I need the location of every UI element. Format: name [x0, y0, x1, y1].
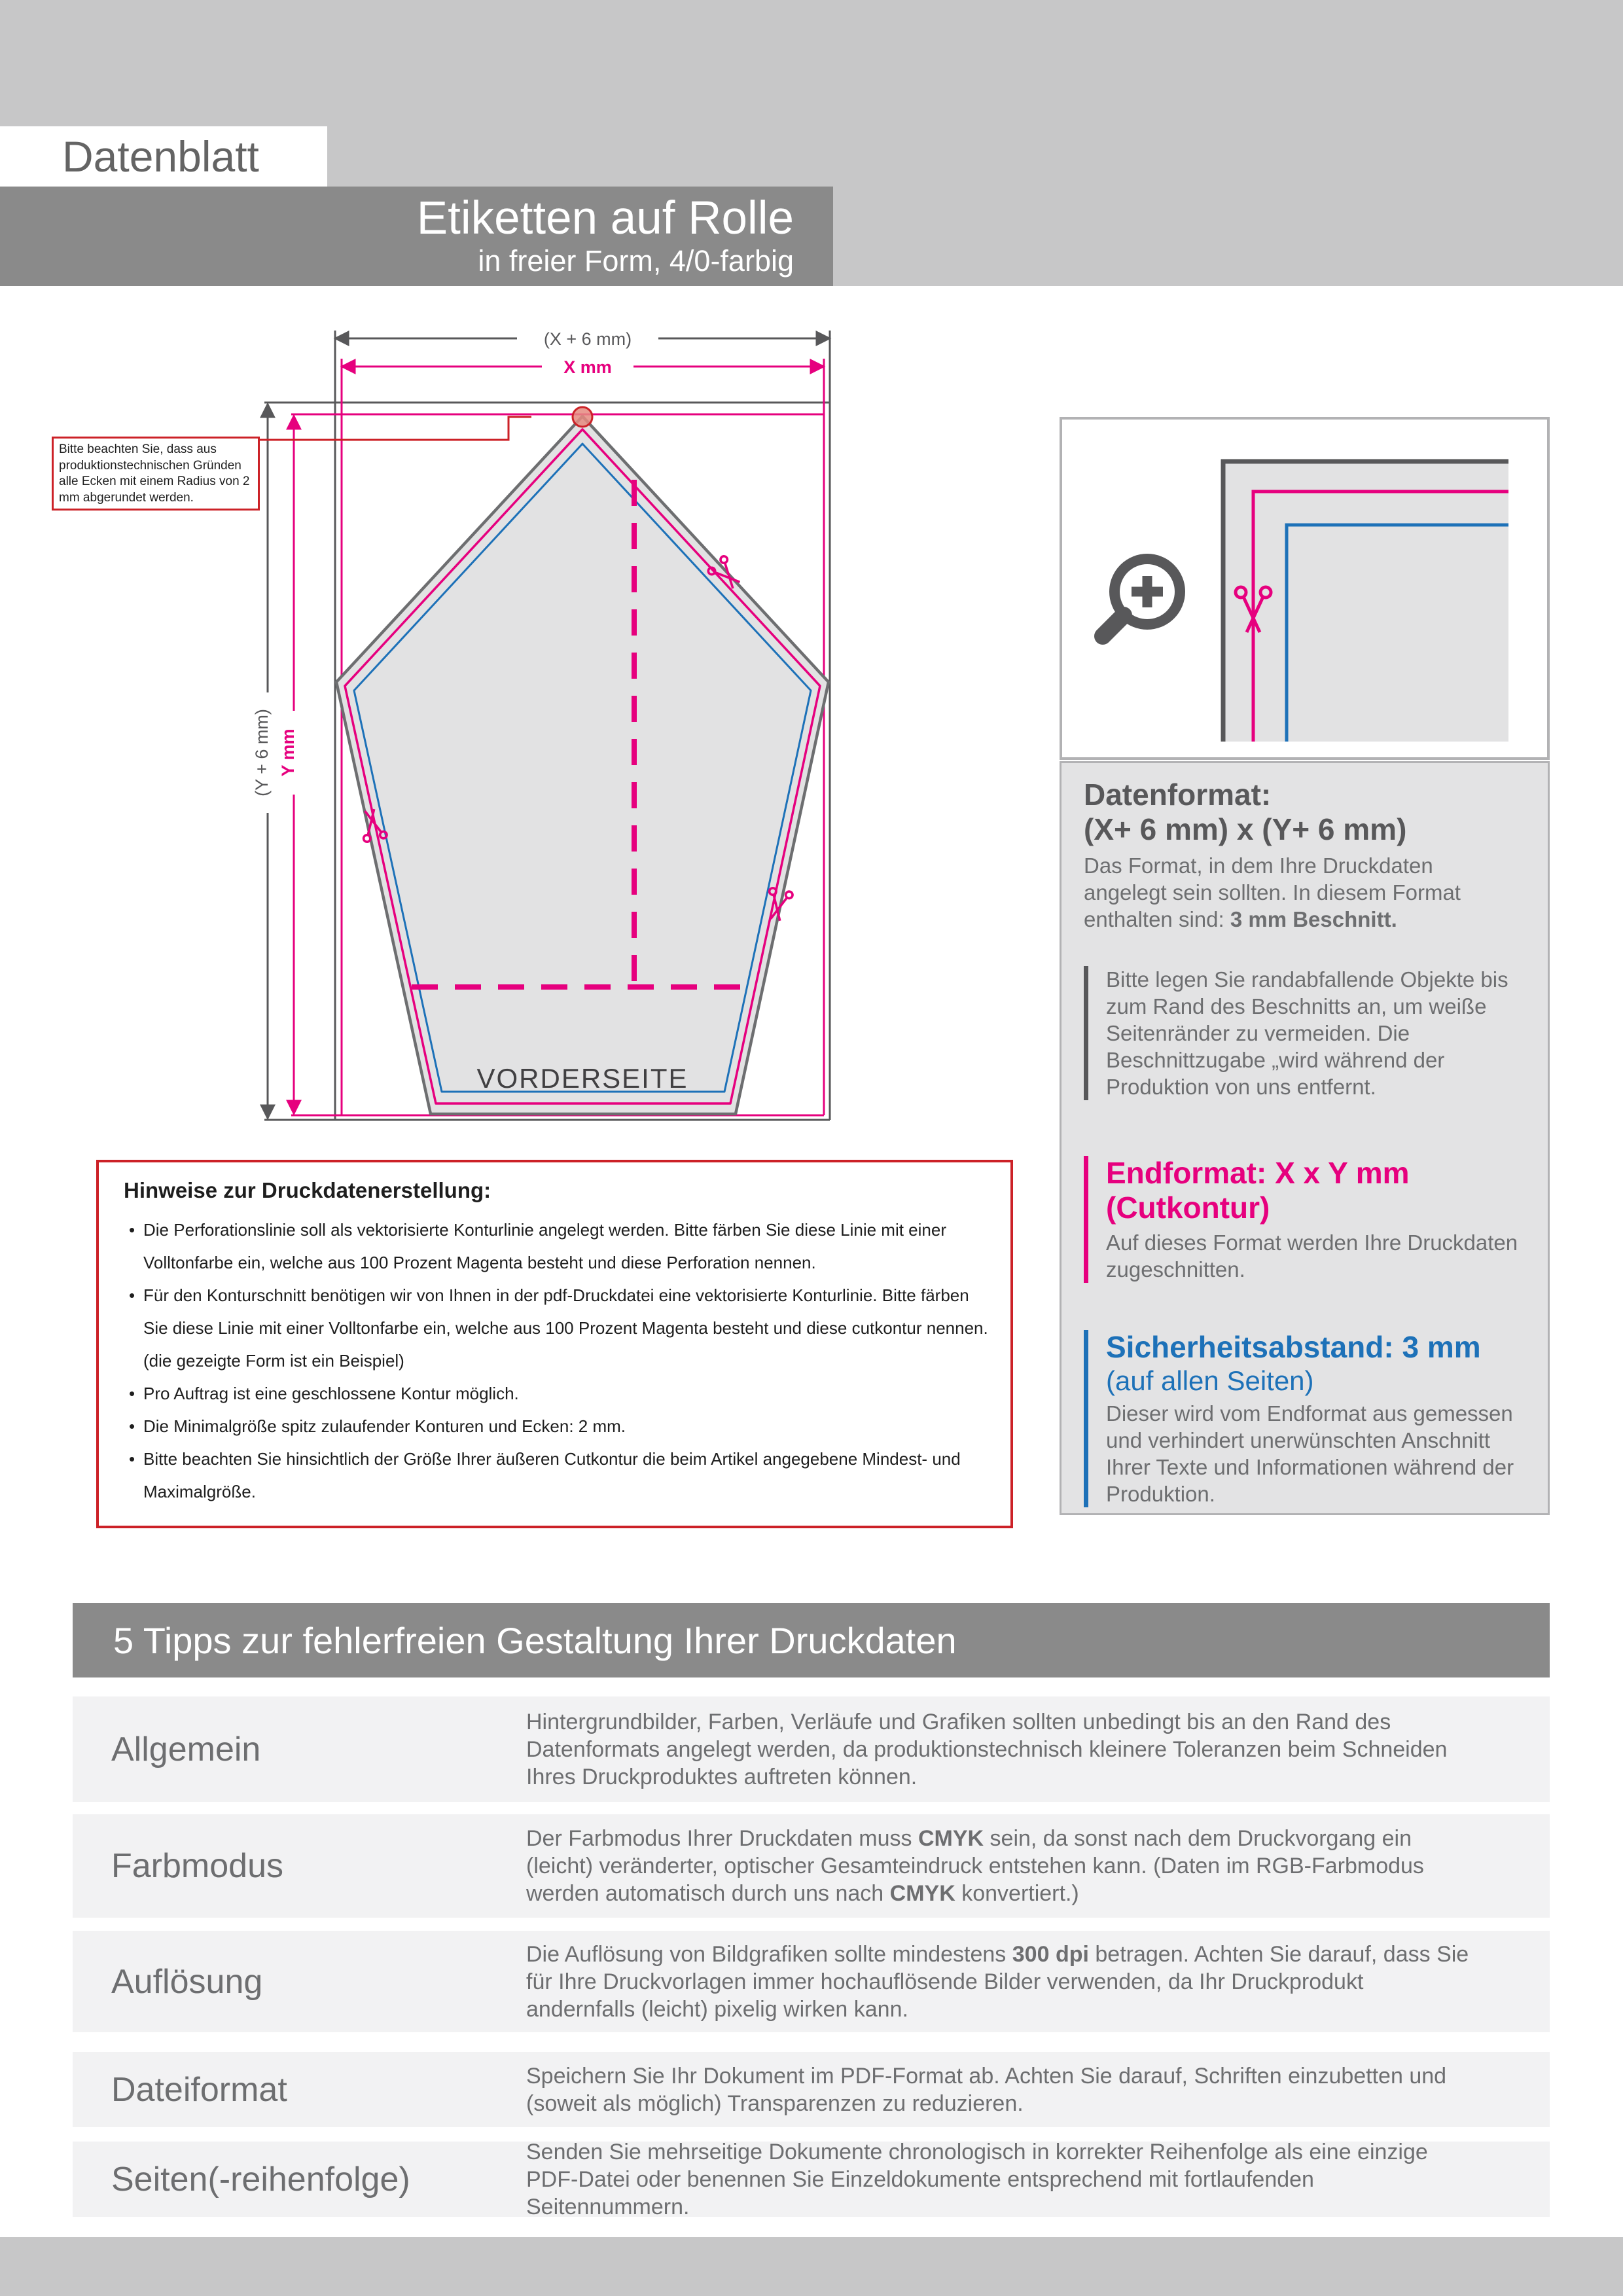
- tip-text: Senden Sie mehrseitige Dokumente chronologisch in korrekter Reihenfolge als eine einzige PDF-Datei oder benennen Sie Einzeldokumente entsprechend mit fortlaufenden Seitennummern.: [526, 2139, 1428, 2219]
- safety-block: [1084, 1330, 1558, 1507]
- bleed-contour: [336, 416, 829, 1114]
- safety-heading1: Sicherheitsabstand: 3 mm: [1106, 1330, 1481, 1364]
- corner-radius-note: Bitte beachten Sie, dass aus produktionstechnischen Gründen alle Ecken mit einem Radius von 2 mm abgerundet werden.: [52, 437, 260, 511]
- tip-label: Farbmodus: [111, 1847, 283, 1885]
- dim-inner-h-label: X mm: [563, 357, 612, 377]
- note-bullet: • Pro Auftrag ist eine geschlossene Kontur möglich.: [124, 1377, 994, 1410]
- print-data-notes-box: [96, 1160, 1013, 1528]
- sheet-label-box: [0, 126, 327, 187]
- format-info-panel: [1060, 761, 1550, 1515]
- tip-row-allgemein: [73, 1696, 1550, 1802]
- label-shape-diagram: [0, 295, 916, 1165]
- tip-label: Seiten(-reihenfolge): [111, 2160, 410, 2198]
- note-bullet: • Für den Konturschnitt benötigen wir von Ihnen in der pdf-Druckdatei eine vektorisierte Konturlinie. Bitte färben Sie diese Linie mit einer Volltonfarbe ein, welche aus 100 Prozent Magenta besteht und diese cutkontur nennen. (die gezeigte Form ist ein Beispiel): [124, 1279, 994, 1377]
- tip-text: Der Farbmodus Ihrer Druckdaten muss CMYK sein, da sonst nach dem Druckvorgang ein (leicht) veränderter, optischer Gesamteindruck entstehen kann. (Daten im RGB-Farbmodus werden automatisch durch uns nach CMYK konvertiert.): [526, 1826, 1424, 1906]
- bleed-note-text: Bitte legen Sie randabfallende Objekte bis zum Rand des Beschnitts an, um weiße Seitenränder zu vermeiden. Die Beschnittzugabe „wird während der Produktion von uns entfernt.: [1106, 967, 1508, 1099]
- tip-row-farbmodus: [73, 1814, 1550, 1918]
- tip-text: Speichern Sie Ihr Dokument im PDF-Format ab. Achten Sie darauf, Schriften einzubetten und (soweit als möglich) Transparenzen zu reduzieren.: [526, 2063, 1447, 2116]
- tip-row-dateiformat: [73, 2052, 1550, 2127]
- tips-banner: [73, 1603, 1550, 1677]
- note-connector-line: [260, 417, 531, 440]
- zoom-in-icon: [1103, 559, 1180, 636]
- dimension-outer-width: [335, 325, 830, 351]
- safety-heading2: (auf allen Seiten): [1106, 1365, 1314, 1396]
- corner-detail-box: [1060, 417, 1550, 760]
- datenformat-body: Das Format, in dem Ihre Druckdaten angelegt sein sollten. In diesem Format enthalten sind: 3 mm Beschnitt.: [1084, 853, 1461, 931]
- bottom-gray-band: [0, 2237, 1623, 2296]
- dim-outer-h-label: (X + 6 mm): [543, 329, 632, 349]
- dim-inner-v-label: Y mm: [278, 728, 298, 777]
- dim-outer-v-label: (Y + 6 mm): [252, 709, 272, 797]
- bleed-area: [1223, 461, 1508, 742]
- tip-row-seitenreihenfolge: [73, 2139, 1550, 2219]
- datenformat-block: [1084, 778, 1535, 933]
- dimension-cut-height: [278, 416, 308, 1114]
- note-bullet: • Die Perforationslinie soll als vektorisierte Konturlinie angelegt werden. Bitte färben Sie diese Linie mit einer Volltonfarbe ein, welche aus 100 Prozent Magenta besteht und diese Perforation nennen.: [124, 1213, 994, 1279]
- endformat-block: [1084, 1156, 1558, 1283]
- sheet-label: Datenblatt: [62, 132, 259, 181]
- dimension-cut-width: [342, 354, 824, 379]
- endformat-heading1: Endformat: X x Y mm: [1106, 1156, 1410, 1190]
- tip-label: Allgemein: [111, 1730, 261, 1768]
- tip-label: Auflösung: [111, 1962, 263, 2001]
- bleed-note-block: [1084, 966, 1558, 1100]
- safety-body: Dieser wird vom Endformat aus gemessen und verhindert unerwünschten Anschnitt Ihrer Texte und Informationen während der Produktion.: [1106, 1401, 1514, 1506]
- page-subtitle: in freier Form, 4/0-farbig: [478, 244, 794, 278]
- notes-title: Hinweise zur Druckdatenerstellung:: [124, 1178, 491, 1202]
- corner-radius-marker: [573, 407, 592, 427]
- notes-list: [124, 1213, 994, 1508]
- datenformat-heading1: Datenformat:: [1084, 778, 1272, 812]
- page-title: Etiketten auf Rolle: [416, 192, 794, 244]
- datenformat-heading2: (X+ 6 mm) x (Y+ 6 mm): [1084, 812, 1407, 846]
- tips-banner-title: 5 Tipps zur fehlerfreien Gestaltung Ihrer Druckdaten: [113, 1619, 957, 1661]
- front-side-label: VORDERSEITE: [476, 1063, 688, 1094]
- endformat-body: Auf dieses Format werden Ihre Druckdaten zugeschnitten.: [1106, 1230, 1518, 1282]
- corner-detail-graphic: [1062, 420, 1547, 757]
- tip-label: Dateiformat: [111, 2070, 287, 2109]
- note-bullet: • Bitte beachten Sie hinsichtlich der Größe Ihrer äußeren Cutkontur die beim Artikel angegebene Mindest- und Maximalgröße.: [124, 1443, 994, 1508]
- endformat-heading2: (Cutkontur): [1106, 1191, 1270, 1225]
- tip-text: Die Auflösung von Bildgrafiken sollte mindestens 300 dpi betragen. Achten Sie darauf, dass Sie für Ihre Druckvorlagen immer hochauflösende Bilder verwenden, da Ihr Druckprodukt andernfalls (leicht) pixelig wirken kann.: [526, 1941, 1469, 2022]
- tip-row-aufloesung: [73, 1931, 1550, 2032]
- dimension-outer-height: [252, 404, 281, 1119]
- tip-text: Hintergrundbilder, Farben, Verläufe und Grafiken sollten unbedingt bis an den Rand des Datenformats angelegt werden, da produktionstechnisch kleinere Toleranzen beim Schneiden Ihres Druckproduktes auftreten können.: [526, 1709, 1448, 1789]
- note-bullet: • Die Minimalgröße spitz zulaufender Konturen und Ecken: 2 mm.: [124, 1410, 994, 1443]
- header-band: [0, 187, 833, 286]
